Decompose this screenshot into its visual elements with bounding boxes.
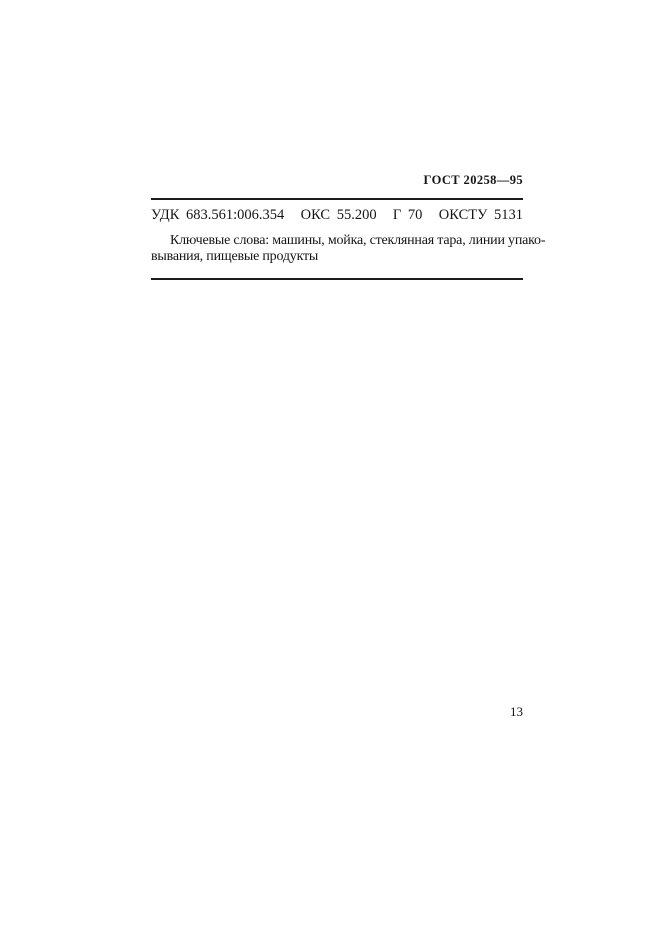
- page-number: 13: [510, 704, 523, 719]
- top-rule: [151, 198, 523, 200]
- oks-code: ОКС 55.200: [300, 207, 377, 223]
- okstu-code: ОКСТУ 5131: [438, 207, 523, 223]
- udk-code: УДК 683.561:006.354: [151, 207, 285, 223]
- keywords-paragraph: [151, 233, 546, 264]
- bottom-rule: [151, 278, 523, 280]
- keywords-line-2: вывания, пищевые продукты: [151, 248, 319, 264]
- keywords-line-1: Ключевые слова: машины, мойка, стеклянная тара, линии упако-: [170, 233, 546, 248]
- standard-designation: ГОСТ 20258—95: [423, 173, 523, 187]
- classification-row: [151, 207, 523, 224]
- group-code: Г 70: [392, 207, 423, 223]
